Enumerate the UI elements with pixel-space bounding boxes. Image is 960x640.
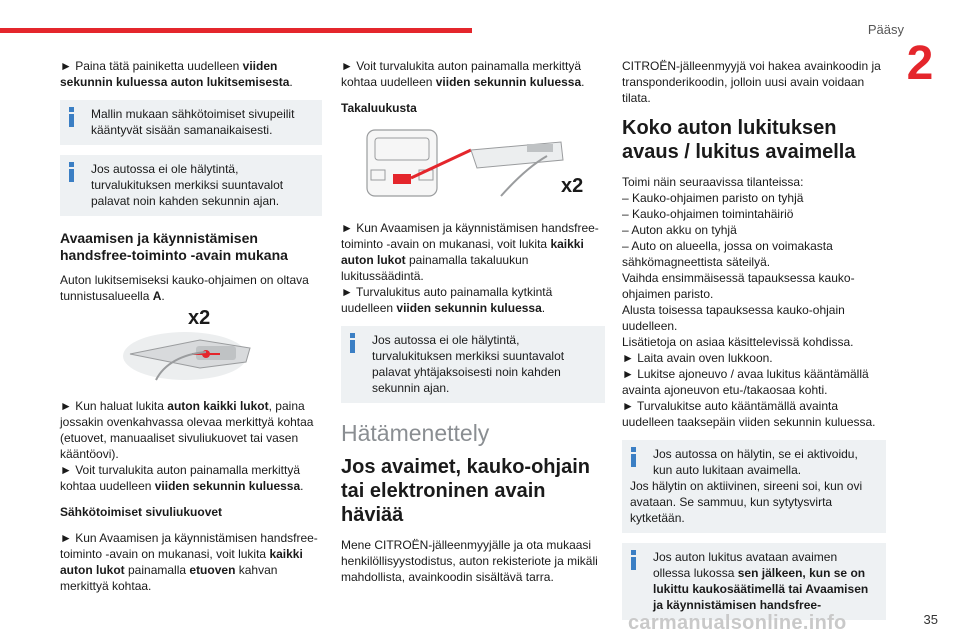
press-twice-label: x2 [188, 307, 211, 329]
list-item: Toimi näin seuraavissa tilanteissa: [622, 175, 804, 189]
list-item: – Auton akku on tyhjä [622, 223, 737, 237]
page-number: 35 [923, 612, 938, 627]
section-heading: Hätämenettely [341, 420, 490, 446]
paragraph: CITROËN-jälleenmyyjä voi hakea avainkoodin ja transponderikoodin, jolloin uusi avain voidaan tilata. [622, 59, 881, 105]
list-item: ► Turvalukitse auto kääntämällä avainta uudelleen taaksepäin viiden sekunnin kuluessa. [622, 399, 876, 429]
column-2 [341, 58, 605, 595]
info-text: kun auto lukitaan avaimella. [653, 463, 802, 477]
info-icon [631, 550, 636, 570]
info-text: Jos autossa on hälytin, se ei aktivoidu, [653, 447, 858, 461]
info-note [60, 155, 322, 216]
door-handle-illustration [60, 307, 322, 384]
info-text: ollessa lukossa sen jälkeen, kun se on lukittu kaukosäätimellä tai Avaamisen ja käynnistämisen handsfree- [653, 566, 869, 612]
list-item: ► Laita avain oven lukkoon. [622, 351, 773, 365]
list-item: Alusta toisessa tapauksessa kauko-ohjain uudelleen. [622, 303, 845, 333]
column-1 [60, 58, 322, 604]
tailgate-illustration [341, 126, 605, 206]
topic-heading: Jos avaimet, kauko-ohjain tai elektroninen avain häviää [341, 456, 590, 526]
watermark: carmanualsonline.info [628, 612, 847, 634]
info-text: Jos hälytin on aktiivinen, sireeni soi, kun ovi avataan. Se sammuu, kun sytytysvirta kytketään. [630, 479, 863, 525]
subheading: Takaluukusta [341, 101, 417, 115]
list-item: – Kauko-ohjaimen paristo on tyhjä [622, 191, 804, 205]
topic-heading: Koko auton lukituksen avaus / lukitus avaimella [622, 117, 856, 163]
list-item: – Auto on alueella, jossa on voimakasta sähkömagneettista säteilyä. [622, 239, 833, 269]
list-item: – Kauko-ohjaimen toimintahäiriö [622, 207, 794, 221]
info-note [341, 326, 605, 403]
info-note [622, 440, 886, 533]
paragraph: ► Kun Avaamisen ja käynnistämisen handsfree-toiminto -avain on mukanasi, voit lukita kaikki auton lukot painamalla etuoven kahvan merkittyä kohtaa. [60, 531, 318, 593]
list-item: Vaihda ensimmäisessä tapauksessa kauko-ohjaimen paristo. [622, 271, 855, 301]
press-twice-label: x2 [561, 175, 584, 197]
list-item: Lisätietoja on asiaa käsittelevissä kohdissa. [622, 335, 854, 349]
info-text: Jos auton lukitus avataan avaimen [653, 550, 838, 564]
top-accent-bar [0, 28, 472, 33]
section-title: Pääsy [867, 22, 904, 37]
info-note [622, 543, 886, 620]
paragraph: ► Kun Avaamisen ja käynnistämisen handsfree-toiminto -avain on mukanasi, voit lukita kaikki auton lukot painamalla takaluukun lukitussäädintä. ► Turvalukitus auto painamalla kytkintä uudelleen viiden sekunnin kuluessa. [341, 221, 599, 315]
instruction-list [622, 174, 886, 430]
paragraph: ► Voit turvalukita auton painamalla merkittyä kohtaa uudelleen viiden sekunnin kuluessa. [341, 59, 585, 89]
column-3 [622, 58, 886, 630]
paragraph: ► Kun haluat lukita auton kaikki lukot, paina jossakin ovenkahvassa olevaa merkittyä kohtaa (etuovet, manuaaliset sivuliukuovet tai vasen kääntöovi). ► Voit turvalukita auton painamalla merkittyä kohtaa uudelleen viiden sekunnin kuluessa. [60, 399, 314, 493]
info-icon [350, 333, 355, 353]
info-text: Jos autossa ei ole hälytintä, [372, 333, 520, 347]
info-text: Jos autossa ei ole hälytintä, [91, 162, 239, 176]
list-item: ► Lukitse ajoneuvo / avaa lukitus kääntämällä avainta ajoneuvon etu-/takaosaa kohti. [622, 367, 869, 397]
info-icon [69, 107, 74, 127]
paragraph: Mene CITROËN-jälleenmyyjälle ja ota mukaasi henkilöllisyystodistus, auton rekisteriote ja mikäli mahdollista, avainkoodin sisältävä tarra. [341, 538, 598, 584]
subheading: Sähkötoimiset sivuliukuovet [60, 505, 223, 519]
section-heading: Avaamisen ja käynnistämisen handsfree-toiminto -avain mukana [60, 230, 288, 263]
paragraph: Auton lukitsemiseksi kauko-ohjaimen on oltava tunnistusalueella A. [60, 273, 309, 303]
info-text: Mallin mukaan sähkötoimiset sivupeilit kääntyvät sisään samanaikaisesti. [91, 107, 295, 137]
paragraph: ► Paina tätä painiketta uudelleen viiden sekunnin kuluessa auton lukitsemisesta. [60, 59, 293, 89]
chapter-number: 2 [906, 37, 934, 90]
info-text: turvalukituksen merkiksi suuntavalot palavat yhtäjaksoisesti noin kahden sekunnin ajan. [372, 349, 565, 395]
info-note [60, 100, 322, 145]
info-text: turvalukituksen merkiksi suuntavalot palavat noin kahden sekunnin ajan. [91, 178, 284, 208]
info-icon [69, 162, 74, 182]
info-icon [631, 447, 636, 467]
